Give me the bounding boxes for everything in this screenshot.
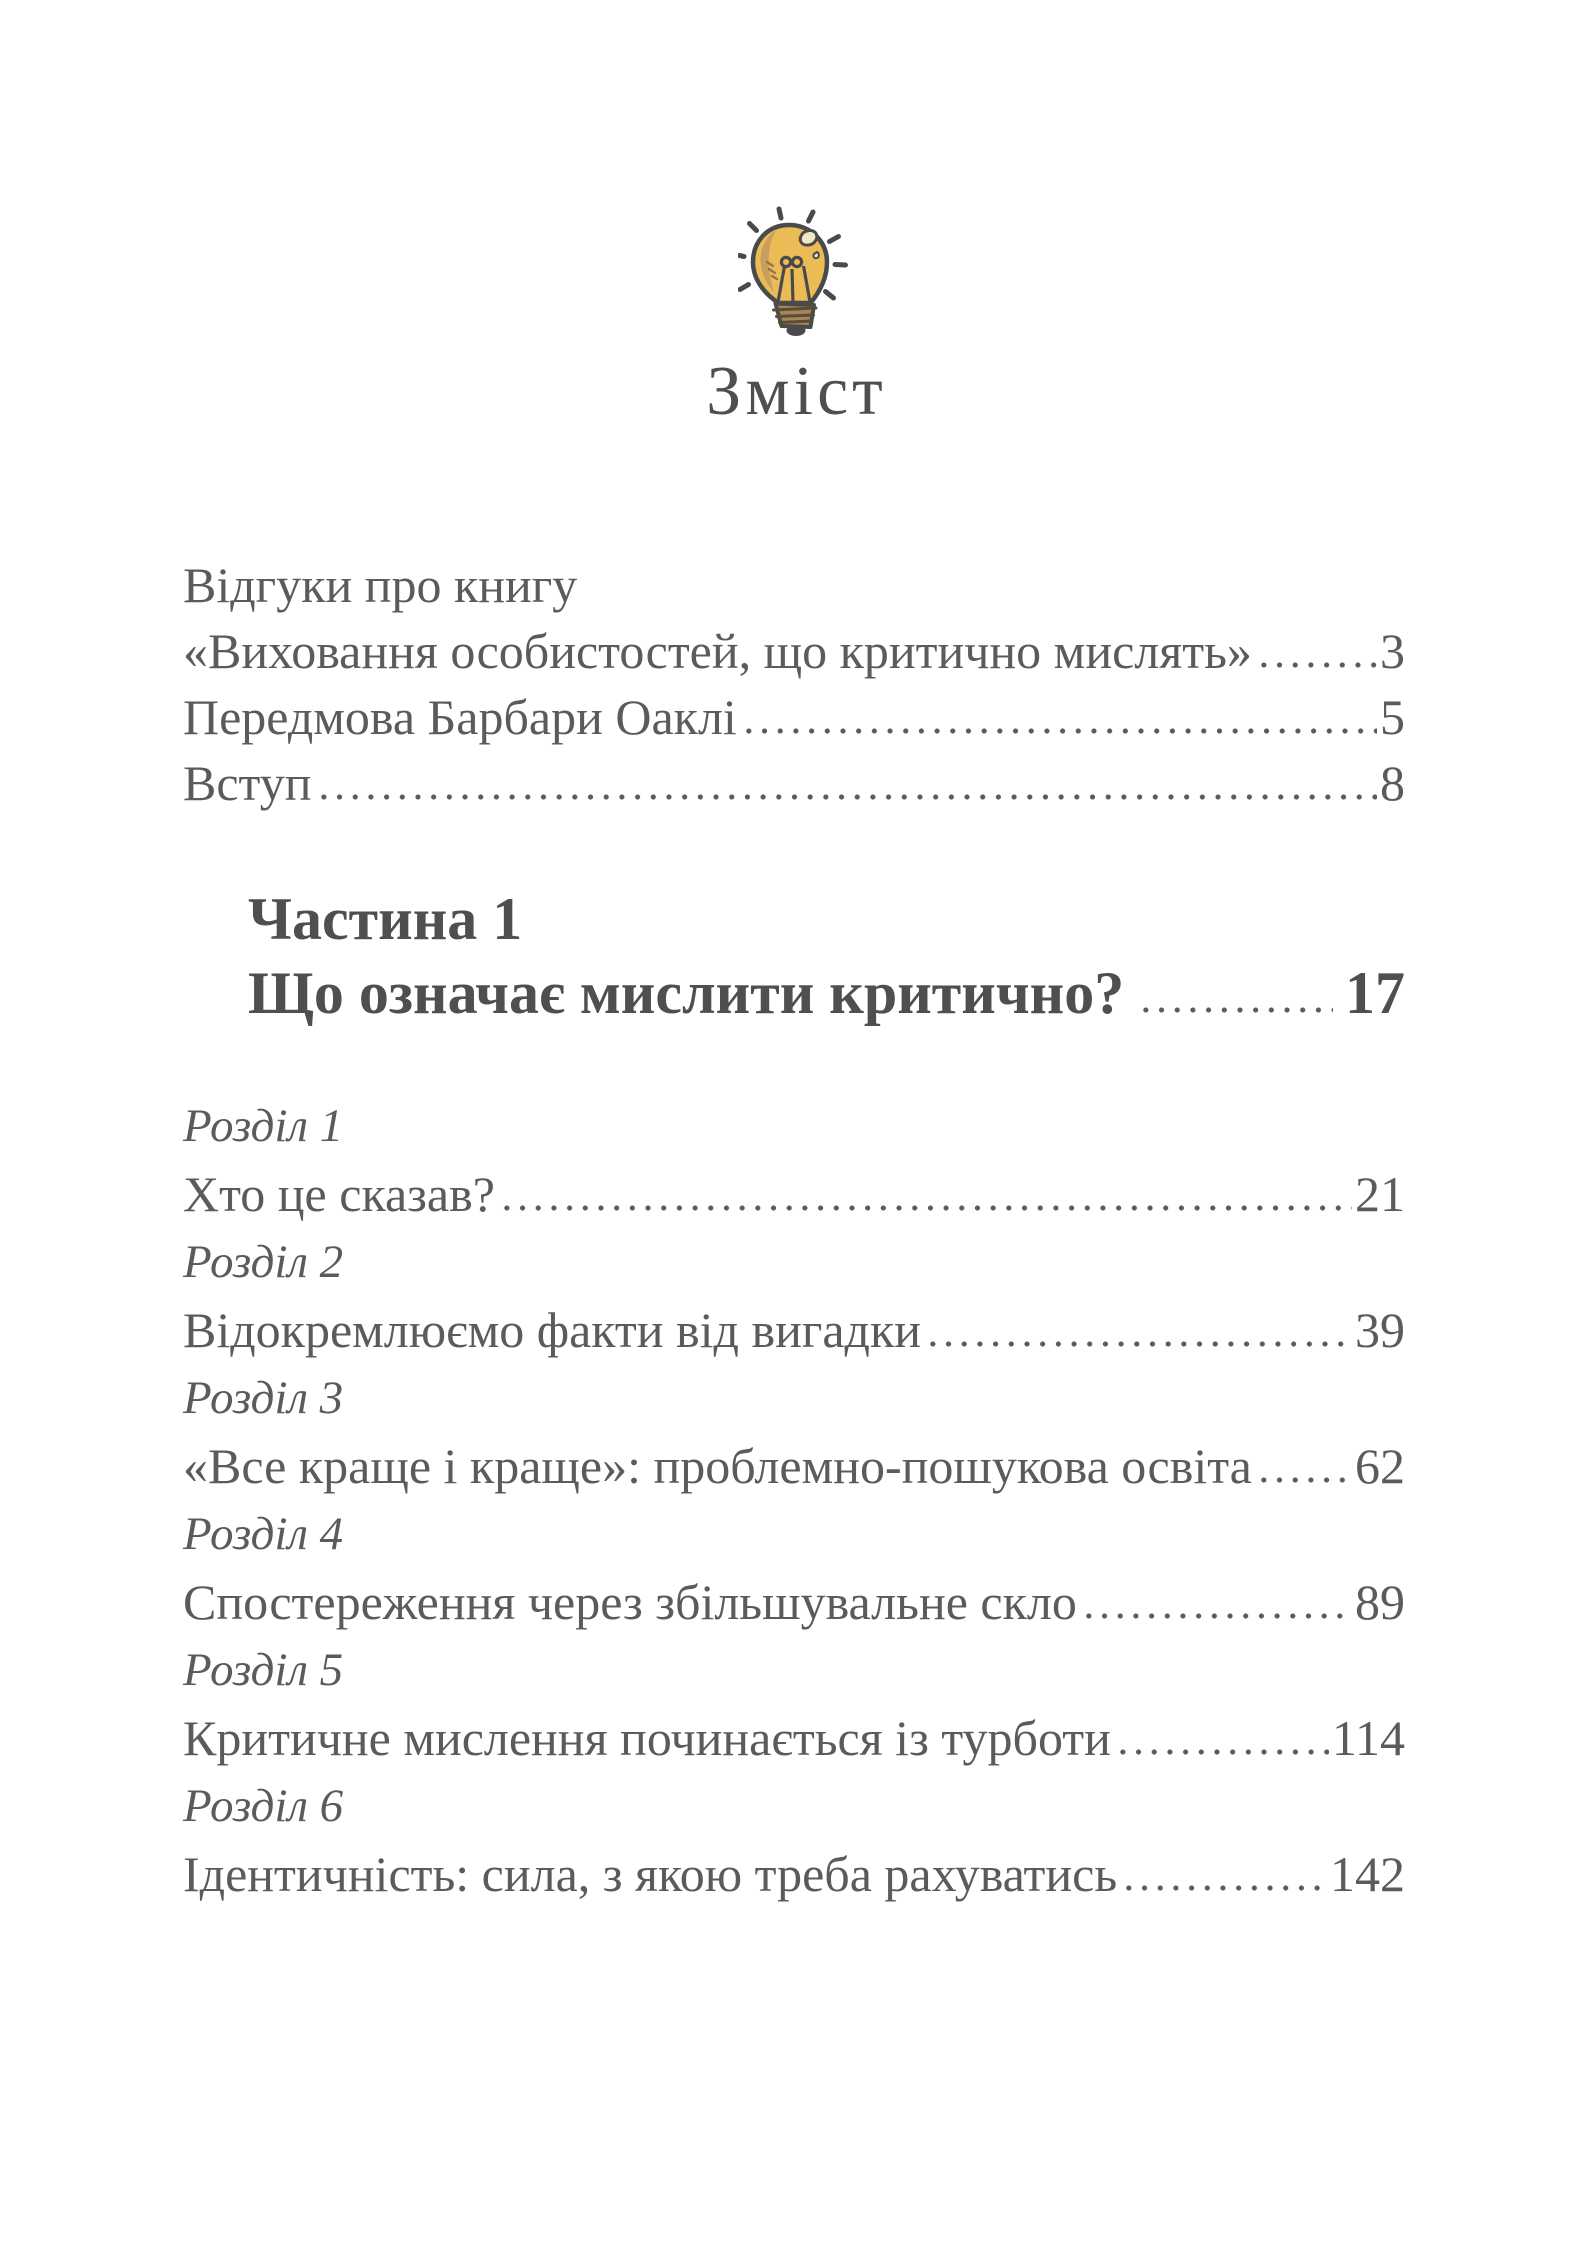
chapter-label: Розділ 5	[183, 1644, 344, 1696]
dot-leader	[1115, 1749, 1329, 1755]
chapter-label: Розділ 3	[183, 1372, 344, 1424]
page-number: 5	[1380, 689, 1405, 745]
toc-entry-label: Критичне мислення починається із турботи	[183, 1710, 1111, 1766]
chapter-label: Розділ 2	[183, 1236, 344, 1288]
chapter-label-row	[183, 1636, 1405, 1704]
toc-entry-label: Передмова Барбари Оаклі	[183, 689, 737, 745]
dot-leader	[925, 1341, 1352, 1347]
toc-entry-label: Відгуки про книгу	[183, 557, 578, 613]
toc-entry-label: Спостереження через збільшувальне скло	[183, 1574, 1077, 1630]
toc-entry	[183, 1704, 1405, 1772]
page-number: 62	[1355, 1438, 1405, 1494]
page-number: 17	[1345, 960, 1405, 1026]
dot-leader	[1138, 1007, 1333, 1013]
dot-leader	[1081, 1613, 1352, 1619]
toc-entry	[183, 1160, 1405, 1228]
toc-entry-label: «Все краще і краще»: проблемно-пошукова освіта	[183, 1438, 1252, 1494]
part-subtitle: Що означає мислити критично?	[248, 960, 1125, 1026]
page-number: 142	[1330, 1846, 1405, 1902]
dot-leader	[1256, 1477, 1352, 1483]
part-title: Частина 1	[248, 886, 523, 952]
toc-part-1	[183, 882, 1405, 1030]
dot-leader	[316, 794, 1378, 800]
toc-entry-label: «Виховання особистостей, що критично мислять»	[183, 623, 1252, 679]
page-number: 39	[1355, 1302, 1405, 1358]
toc-entry	[183, 750, 1405, 816]
toc-chapters	[183, 1092, 1405, 1908]
page-number: 114	[1331, 1710, 1405, 1766]
dot-leader	[1121, 1885, 1327, 1891]
page-number: 21	[1355, 1166, 1405, 1222]
page-number: 89	[1355, 1574, 1405, 1630]
toc-front-matter	[183, 552, 1405, 816]
chapter-label: Розділ 4	[183, 1508, 344, 1560]
toc-entry	[183, 1840, 1405, 1908]
page-title: Зміст	[706, 353, 887, 430]
toc-entry-label: Хто це сказав?	[183, 1166, 495, 1222]
part-subtitle-row	[183, 956, 1405, 1030]
dot-leader	[499, 1205, 1352, 1211]
toc-entry-label: Ідентичність: сила, з якою треба рахуватись	[183, 1846, 1118, 1902]
toc-entry	[183, 684, 1405, 750]
toc-entry	[183, 1568, 1405, 1636]
chapter-label-row	[183, 1500, 1405, 1568]
part-title-row	[183, 882, 1405, 956]
toc-entry	[183, 552, 1405, 618]
toc-entry	[183, 1296, 1405, 1364]
lightbulb-icon	[0, 206, 1593, 340]
chapter-label: Розділ 6	[183, 1780, 344, 1832]
chapter-label-row	[183, 1772, 1405, 1840]
toc-entry	[183, 1432, 1405, 1500]
page-number: 8	[1380, 755, 1405, 811]
table-of-contents	[183, 552, 1405, 1908]
dot-leader	[741, 728, 1377, 734]
dot-leader	[1256, 662, 1377, 668]
toc-entry-label: Відокремлюємо факти від вигадки	[183, 1302, 922, 1358]
page-number: 3	[1380, 623, 1405, 679]
toc-entry	[183, 618, 1405, 684]
chapter-label-row	[183, 1228, 1405, 1296]
chapter-label-row	[183, 1364, 1405, 1432]
chapter-label-row	[183, 1092, 1405, 1160]
toc-entry-label: Вступ	[183, 755, 312, 811]
chapter-label: Розділ 1	[183, 1100, 344, 1152]
